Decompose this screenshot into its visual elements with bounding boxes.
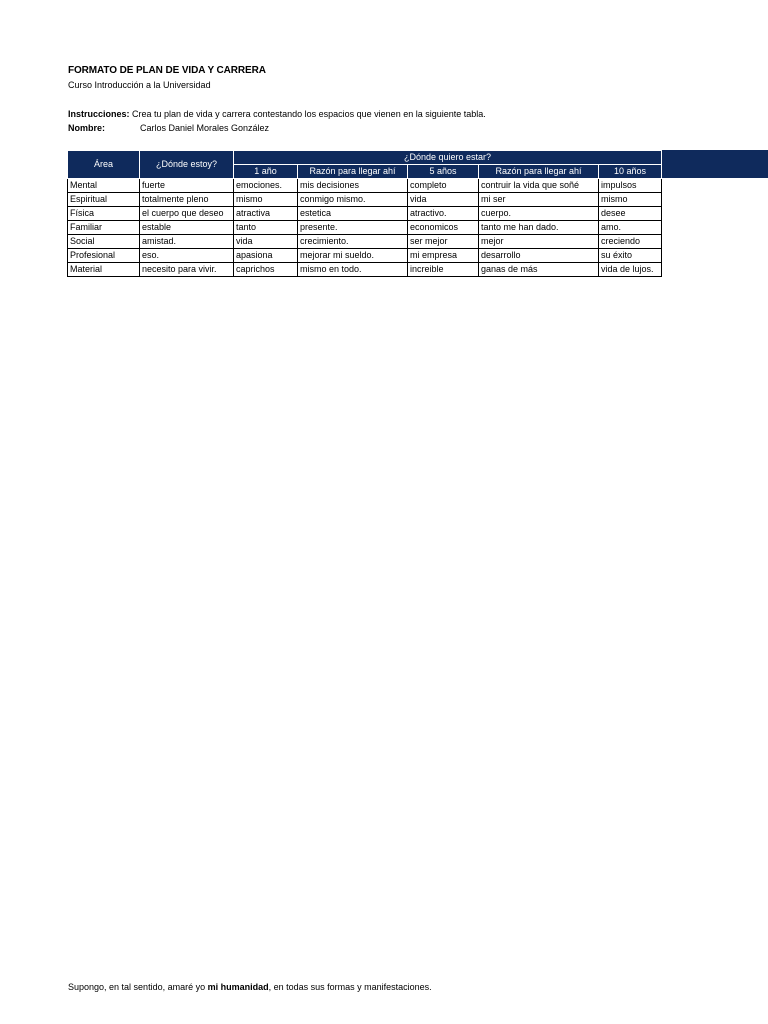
footer-note [68,982,432,992]
table-cell: mi ser [479,193,599,207]
table-cell: conmigo mismo. [298,193,408,207]
table-cell: amo. [599,221,662,235]
table-cell: creciendo [599,235,662,249]
table-cell: Material [68,263,140,277]
table-row [68,179,662,193]
table-cell: vida [408,193,479,207]
table-row [68,249,662,263]
table-cell: estetica [298,207,408,221]
name-value: Carlos Daniel Morales González [140,123,270,133]
table-cell: cuerpo. [479,207,599,221]
table-cell: presente. [298,221,408,235]
table-cell: crecimiento. [298,235,408,249]
table-row [68,235,662,249]
table-cell: Profesional [68,249,140,263]
col-header-reason-2: Razón para llegar ahí [479,165,599,179]
instructions-text: Crea tu plan de vida y carrera contestando los espacios que vienen en la siguiente tabla. [132,109,486,119]
table-cell: eso. [140,249,234,263]
table-cell: apasiona [234,249,298,263]
table-row [68,207,662,221]
table-cell: contruir la vida que soñé [479,179,599,193]
table-cell: vida [234,235,298,249]
table-cell: mi empresa [408,249,479,263]
plan-table [67,150,662,277]
table-cell: caprichos [234,263,298,277]
table-cell: ser mejor [408,235,479,249]
table-cell: mis decisiones [298,179,408,193]
col-header-10-years: 10 años [599,165,662,179]
table-cell: amistad. [140,235,234,249]
table-cell: completo [408,179,479,193]
table-cell: Espiritual [68,193,140,207]
table-cell: Social [68,235,140,249]
table-cell: emociones. [234,179,298,193]
table-row [68,263,662,277]
table-cell: mejor [479,235,599,249]
col-header-reason-1: Razón para llegar ahí [298,165,408,179]
footer-text-before: Supongo, en tal sentido, amaré yo [68,982,208,992]
table-row [68,193,662,207]
table-cell: increible [408,263,479,277]
instructions [68,109,486,119]
table-cell: vida de lujos. [599,263,662,277]
table-cell: el cuerpo que deseo [140,207,234,221]
table-cell: tanto [234,221,298,235]
col-header-5-years: 5 años [408,165,479,179]
name-label: Nombre: [68,123,106,133]
table-cell: mejorar mi sueldo. [298,249,408,263]
name-line [68,123,269,133]
table-cell: estable [140,221,234,235]
table-cell: atractiva [234,207,298,221]
col-header-where-am-i: ¿Dónde estoy? [140,151,234,179]
table-cell: mismo [234,193,298,207]
table-cell: fuerte [140,179,234,193]
table-cell: economicos [408,221,479,235]
table-row [68,221,662,235]
table-cell: Física [68,207,140,221]
table-cell: necesito para vivir. [140,263,234,277]
table-cell: totalmente pleno [140,193,234,207]
footer-text-after: , en todas sus formas y manifestaciones. [268,982,432,992]
col-header-1-year: 1 año [234,165,298,179]
course-subtitle: Curso Introducción a la Universidad [68,80,211,90]
table-cell: su éxito [599,249,662,263]
col-header-where-want: ¿Dónde quiero estar? [234,151,662,165]
col-header-area: Área [68,151,140,179]
table-cell: atractivo. [408,207,479,221]
header-bar-extension [660,150,768,178]
document-title: FORMATO DE PLAN DE VIDA Y CARRERA [68,65,266,76]
table-cell: Familiar [68,221,140,235]
instructions-label: Instrucciones: [68,109,130,119]
table-cell: tanto me han dado. [479,221,599,235]
table-cell: desarrollo [479,249,599,263]
table-cell: Mental [68,179,140,193]
footer-text-bold: mi humanidad [207,982,269,992]
table-cell: mismo en todo. [298,263,408,277]
table-cell: desee [599,207,662,221]
table-cell: impulsos [599,179,662,193]
table-cell: ganas de más [479,263,599,277]
table-cell: mismo [599,193,662,207]
